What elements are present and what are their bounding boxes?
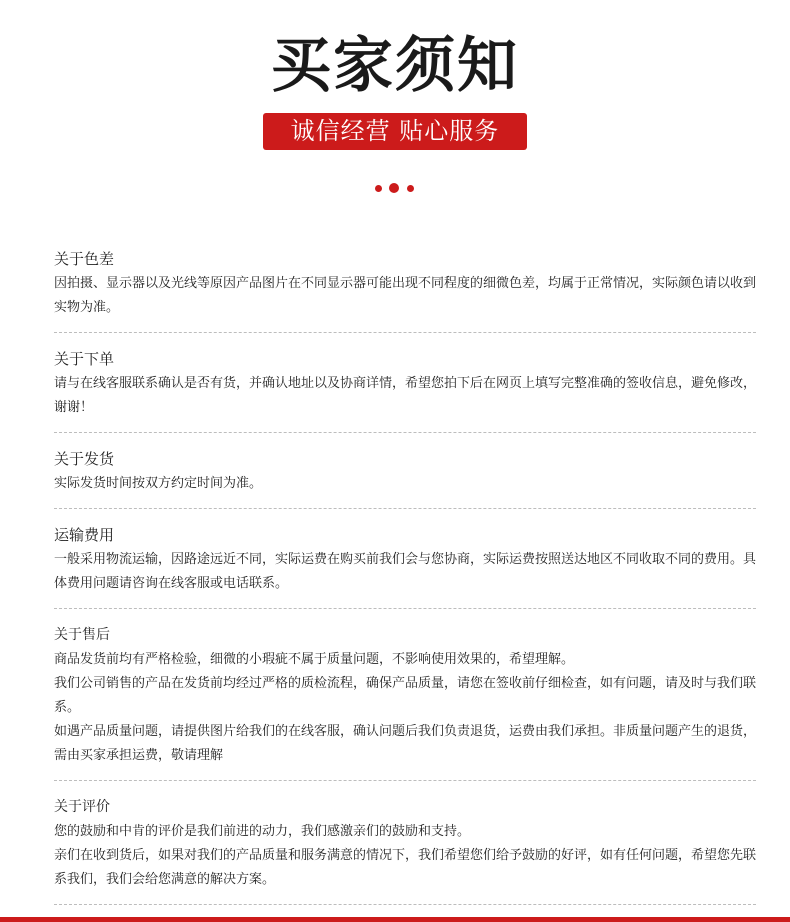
- slogan-banner: 诚信经营 贴心服务: [263, 113, 527, 150]
- section-reviews: [54, 794, 756, 905]
- section-freight: [54, 522, 756, 609]
- section-title: 关于发货: [54, 450, 115, 468]
- section-after-sales: [54, 622, 756, 781]
- section-paragraph: 一般采用物流运输，因路途远近不同，实际运费在购买前我们会与您协商，实际运费按照送达地区不同收取不同的费用。具体费用问题请咨询在线客服或电话联系。: [54, 552, 757, 591]
- section-paragraph: 亲们在收到货后，如果对我们的产品质量和服务满意的情况下，我们希望您们给予鼓励的好评，如有任何问题，希望您先联系我们，我们会给您满意的解决方案。: [54, 848, 757, 887]
- section-paragraph: 因拍摄、显示器以及光线等原因产品图片在不同显示器可能出现不同程度的细微色差，均属于正常情况，实际颜色请以收到实物为准。: [54, 276, 757, 315]
- dot-icon: [375, 185, 382, 192]
- section-title: 关于下单: [54, 350, 115, 368]
- section-paragraph: 我们公司销售的产品在发货前均经过严格的质检流程，确保产品质量，请您在签收前仔细检查，如有问题，请及时与我们联系。: [54, 676, 757, 715]
- section-ordering: [54, 346, 756, 433]
- notice-content: [54, 246, 756, 918]
- section-paragraph: 请与在线客服联系确认是否有货，并确认地址以及协商详情，希望您拍下后在网页上填写完整准确的签收信息，避免修改，谢谢！: [54, 376, 757, 415]
- dot-icon: [407, 185, 414, 192]
- section-paragraph: 实际发货时间按双方约定时间为准。: [54, 476, 263, 491]
- section-paragraph: 您的鼓励和中肯的评价是我们前进的动力，我们感激亲们的鼓励和支持。: [54, 824, 471, 839]
- section-title: 关于色差: [54, 250, 115, 268]
- section-title: 关于评价: [54, 799, 110, 815]
- section-paragraph: 商品发货前均有严格检验，细微的小瑕疵不属于质量问题，不影响使用效果的，希望理解。: [54, 652, 575, 667]
- dot-icon: [389, 183, 399, 193]
- section-color-difference: [54, 246, 756, 333]
- page-title: 买家须知: [271, 31, 519, 101]
- section-title: 运输费用: [54, 526, 115, 544]
- decorative-dots: [371, 182, 419, 194]
- section-paragraph: 如遇产品质量问题，请提供图片给我们的在线客服，确认问题后我们负责退货，运费由我们承担。非质量问题产生的退货，需由买家承担运费，敬请理解: [54, 724, 757, 763]
- section-title: 关于售后: [54, 627, 110, 643]
- bottom-accent-bar: [0, 917, 790, 922]
- section-shipping: [54, 446, 756, 509]
